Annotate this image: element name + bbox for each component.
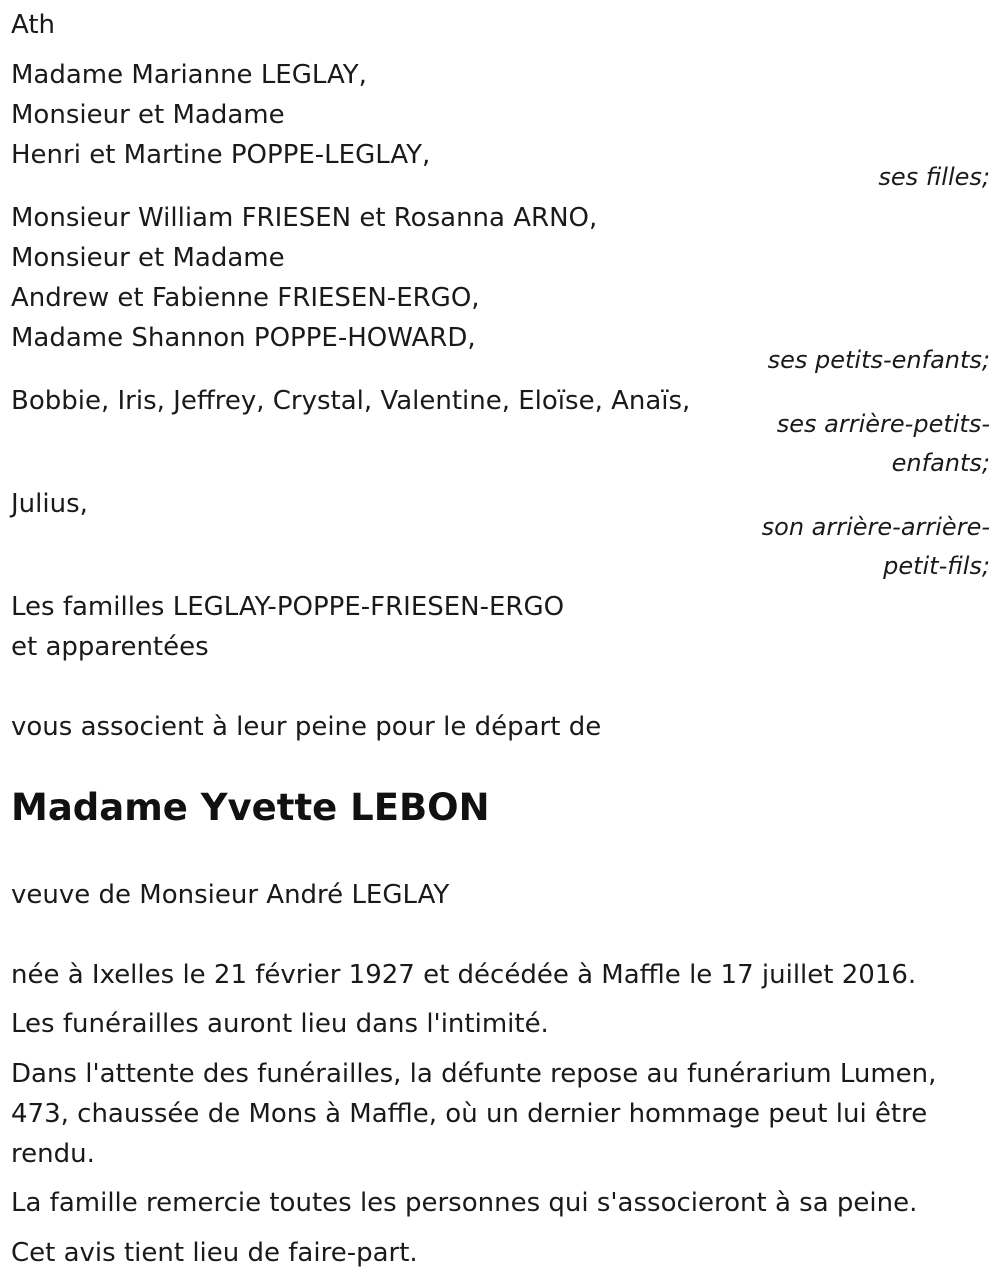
role-daughters: ses filles;: [878, 163, 990, 191]
role-great-grandchildren: ses arrière-petits-: [776, 410, 990, 438]
repose-text: Dans l'attente des funérailles, la défunte repose au funérarium Lumen, 473, chaussée de Mons à Maffle, où un dernier hommage peut lui être rendu.: [11, 1059, 937, 1169]
announcement-text: vous associent à leur peine pour le départ de: [11, 712, 602, 742]
great-great-grandchild-line: Julius,: [11, 489, 88, 519]
deceased-name: Madame Yvette LEBON: [11, 786, 490, 829]
notice-text: Cet avis tient lieu de faire-part.: [11, 1238, 418, 1268]
grandchild-line: Monsieur et Madame: [11, 243, 285, 273]
role-grandchildren: ses petits-enfants;: [767, 346, 990, 374]
families-line: Les familles LEGLAY-POPPE-FRIESEN-ERGO: [11, 592, 565, 622]
widow-of-text: veuve de Monsieur André LEGLAY: [11, 880, 450, 910]
daughter-line: Monsieur et Madame: [11, 100, 285, 130]
grandchild-line: Madame Shannon POPPE-HOWARD,: [11, 323, 476, 353]
great-grandchildren-line: Bobbie, Iris, Jeffrey, Crystal, Valentine, Eloïse, Anaïs,: [11, 386, 691, 416]
daughter-line: Henri et Martine POPPE-LEGLAY,: [11, 140, 431, 170]
thanks-text: La famille remercie toutes les personnes qui s'associeront à sa peine.: [11, 1188, 918, 1218]
grandchild-line: Monsieur William FRIESEN et Rosanna ARNO,: [11, 203, 598, 233]
role-great-great-grandchild: petit-fils;: [883, 552, 990, 580]
birth-death-text: née à Ixelles le 21 février 1927 et décédée à Maffle le 17 juillet 2016.: [11, 960, 917, 990]
daughter-line: Madame Marianne LEGLAY,: [11, 60, 367, 90]
city-header: Ath: [11, 10, 56, 40]
grandchild-line: Andrew et Fabienne FRIESEN-ERGO,: [11, 283, 480, 313]
role-great-grandchildren: enfants;: [891, 449, 990, 477]
role-great-great-grandchild: son arrière-arrière-: [761, 513, 990, 541]
funeral-text: Les funérailles auront lieu dans l'intimité.: [11, 1009, 549, 1039]
families-line: et apparentées: [11, 632, 209, 662]
